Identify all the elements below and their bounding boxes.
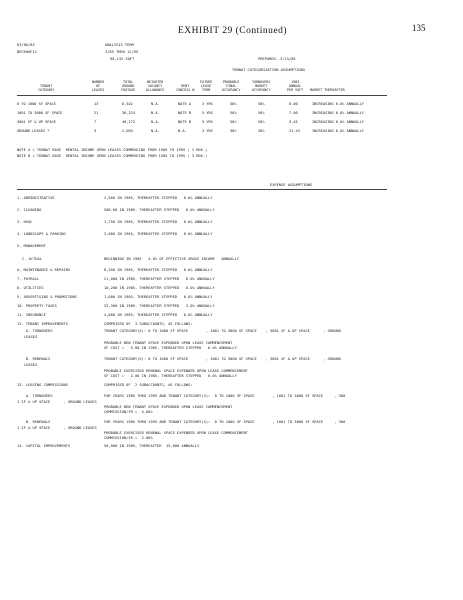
table-cell: 36,224 <box>122 111 135 115</box>
expense-item-label: 10. PROPERTY TAXES <box>17 304 57 308</box>
table-cell: N.A. <box>151 129 160 133</box>
table-cell: N.A. <box>151 111 160 115</box>
expense-item-label: 5. MANAGEMENT <box>17 244 46 248</box>
lc-turnovers-label: A. TURNOVERS <box>26 394 53 398</box>
ti-renewals-line1: TENANT CATEGORY(S): 0 TO 1000 SF SPACE , 1001 TO 3000 SF SPACE , 3001 SF & UP SPACE , GROUND <box>104 357 341 361</box>
table-cell: 5 YRS <box>202 111 213 115</box>
table-cell: 50% <box>258 120 265 124</box>
lc-renewals-line3: COMMISSION/YR = 2.00% <box>104 436 153 440</box>
ti-turnovers-label: A. TURNOVERS <box>26 329 53 333</box>
table-cell: 5.45 <box>289 120 298 124</box>
col-header: 1985 ANNUAL PER SQFT <box>287 80 304 92</box>
col-header: FUTURE LEASE TERM <box>200 80 213 92</box>
capital-text: 50,000 IN 1985, THEREAFTER 15,000 ANNUALLY <box>104 444 200 448</box>
expense-item-label: 3. HVAC <box>17 220 33 224</box>
table-cell: 5 YRS <box>202 120 213 124</box>
expense-item-text: BEGINNING IN 1985 4.0% OF EFFECTIVE GROSS INCOME ANNUALLY <box>104 257 240 261</box>
lc-renewals-wrap: 1 SF & UP SPACE , GROUND LEASES <box>17 426 97 430</box>
col-header: TURNOVERS MARKET OCCUPANCY <box>252 80 271 92</box>
table-cell: INCREASING 6.0% ANNUALLY <box>312 102 364 106</box>
expense-item-label: 12. TENANT IMPROVEMENTS <box>17 322 68 326</box>
report-date: 03/06/85 <box>17 43 35 47</box>
table-cell: 8,542 <box>122 102 133 106</box>
col-header: TOTAL GROUND FOOTAGE <box>121 80 136 92</box>
note-a: NOTE A = TENNAT BASE RENTAL INCOME UPON LEASES COMMENCING FROM 1985 TO 1995 ( 1 MOS.) <box>17 148 208 152</box>
expense-item-label: 11. INSURANCE <box>17 313 46 317</box>
table-cell: INCREASING 6.0% ANNUALLY <box>312 111 364 115</box>
ti-turnovers-line2: PROBABLE NEW TENANT SPACE EXPENDED UPON LEASE COMMENCEMENT <box>104 341 233 345</box>
table-cell: NOTE B <box>178 111 191 115</box>
table-cell: 3 <box>94 129 97 133</box>
ti-turnovers-wrap: LEASES <box>24 335 38 339</box>
expense-section-title: EXPENSE ASSUMPTIONS <box>270 183 313 187</box>
table-cell: 40,272 <box>122 120 135 124</box>
ti-renewals-line3: SF COST = 2.00 IN 1985, THEREAFTER STEPPED 6.0% ANNUALLY <box>104 374 237 378</box>
expense-item-text: 21,000 IN 1985, THEREAFTER STEPPED 6.0% ANNUALLY <box>104 277 215 281</box>
lc-turnovers-wrap: 1 SF & UP SPACE , GROUND LEASES <box>17 400 97 404</box>
lc-turnovers-line1: FOR YEARS 1985 THRU 1995 AND TENANT CATEGORY(S): 0 TO 1000 SF SPACE , 1001 TO 3000 SF SPACE , 300 <box>104 394 346 398</box>
table-cell: 21.43 <box>289 129 300 133</box>
table-cell: N.A. <box>151 102 160 106</box>
ti-turnovers-line3: SF COST = 5.00 IN 1985, THEREAFTER STEPPED 6.0% ANNUALLY <box>104 346 237 350</box>
table-cell: 3 YRS <box>202 129 213 133</box>
table-cell: 30% <box>258 129 265 133</box>
analysis-term: 3/85 THRU 12/95 <box>105 50 139 54</box>
table-cell: 50% <box>230 102 237 106</box>
col-header: TENANT CATEGORY <box>38 84 55 92</box>
expense-item-text: 10,200 IN 1985, THEREAFTER STEPPED 6.0% ANNUALLY <box>104 286 215 290</box>
table-cell: 50% <box>258 102 265 106</box>
table-cell: 2,094 <box>122 129 133 133</box>
commissions-text: COMPRISED OF 2 SUBACCOUNTS, AS FOLLOWS: <box>104 383 193 387</box>
table-cell: 30% <box>230 129 237 133</box>
table-cell: NOTE A <box>178 102 191 106</box>
table-cell: 7 <box>94 120 97 124</box>
expense-item-label: C. ACTUAL <box>22 257 42 261</box>
expense-item-text: 1,750 IN 1985, THEREAFTER STEPPED 6.0% ANNUALLY <box>104 220 213 224</box>
table-cell: 3001 SF & UP SPACE <box>17 120 56 124</box>
table-cell: N.A. <box>151 120 160 124</box>
tenant-section-title: TENNAT CATEGORIZATION ASSUMPTIONS <box>232 68 306 72</box>
lc-renewals-line2: PROBABLE EXERCISED RENEWAL SPACE EXPENDED UPON LEASE COMMENCEMENT <box>104 431 248 435</box>
doc-code: BECKHOF11 <box>17 50 37 54</box>
table-cell: 0 TO 1000 SF SPACE <box>17 102 56 106</box>
table-cell: 3 YRS <box>202 102 213 106</box>
expense-item-label: 7. PAYROLL <box>17 277 40 281</box>
expense-item-text: COMPRISED OF 3 SUBACCOUNTS, AS FOLLOWS: <box>104 322 193 326</box>
table-cell: 21 <box>94 111 99 115</box>
col-header: RENT CONCESS N <box>176 84 195 92</box>
lc-renewals-line1: FOR YEARS 1985 THRU 1995 AND TENANT CATEGORY(S): 0 TO 1000 SF SPACE , 1001 TO 3000 SF SPACE , 300 <box>104 420 346 424</box>
expense-item-label: A. MAINTENANCE & REPAIRS <box>17 268 71 272</box>
table-cell: GROUND LEASES * <box>17 129 50 133</box>
table-cell: 50% <box>258 111 265 115</box>
capital-label: 14. CAPITAL IMPROVEMENTS <box>17 444 71 448</box>
expense-item-text: 2,560 IN 1985, THEREAFTER STEPPED 6.0% ANNUALLY <box>104 196 213 200</box>
header-rule <box>17 95 387 96</box>
table-cell: 50% <box>230 111 237 115</box>
expense-item-label: 1. ADMINISTRATIVE <box>17 196 55 200</box>
expense-item-text: 1,000 IN 1985, THEREAFTER STEPPED 6.0% ANNUALLY <box>104 295 213 299</box>
col-header: PROBABLE FINAL OCCUPANCY <box>222 80 241 92</box>
expense-item-label: 9. ADVERTISING & PROMOTIONS <box>17 295 77 299</box>
prepared-date: PREPARED--3/15/85 <box>258 57 296 61</box>
expense-item-text: 3,000 IN 1985, THEREAFTER STEPPED 6.0% ANNUALLY <box>104 232 213 236</box>
page-title: EXHIBIT 29 (Continued) <box>178 26 287 36</box>
square-feet: 90,132 SQFT <box>110 57 135 61</box>
ti-renewals-line2: PROBABLE EXERCISED RENEWAL SPACE EXPENDED UPON LEASE COMMENCEMENT <box>104 369 248 373</box>
table-cell: 1001 TO 3000 SF SPACE <box>17 111 63 115</box>
table-cell: 7.00 <box>289 111 298 115</box>
expense-item-text: 8,500 IN 1985, THEREAFTER STEPPED 6.0% ANNUALLY <box>104 268 213 272</box>
expense-item-label: 8. UTILITIES <box>17 286 44 290</box>
table-cell: INCREASING 6.0% ANNUALLY <box>312 129 364 133</box>
col-header: NUMBER OF LEASES <box>92 80 105 92</box>
expense-item-text: 32,300 IN 1985, THEREAFTER STEPPED 3.0% ANNUALLY <box>104 304 215 308</box>
lc-renewals-label: B. RENEWALS <box>26 420 51 424</box>
table-cell: 8.00 <box>289 102 298 106</box>
table-cell: 13 <box>94 102 99 106</box>
table-cell: NOTE B <box>178 120 191 124</box>
commissions-label: 13. LEASING COMMISSIONS <box>17 383 68 387</box>
expense-item-text: 500.00 IN 1985, THEREAFTER STEPPED 6.0% ANNUALLY <box>104 208 215 212</box>
table-cell: 50% <box>230 120 237 124</box>
analysis-term-label: ANALYSIS TERM <box>105 43 134 47</box>
table-cell: INCREASING 6.0% ANNUALLY <box>312 120 364 124</box>
note-b: NOTE B = TENNAT BASE RENTAL INCOME UPON LEASES COMMENCING FROM 1985 TO 1995 ( 3 MOS.) <box>17 154 208 158</box>
expense-item-label: 2. CLEANING <box>17 208 42 212</box>
lc-turnovers-line3: COMMISSION/YR = 4.00% <box>104 410 153 414</box>
page-number: 135 <box>412 23 426 33</box>
table-cell: N.A. <box>178 129 187 133</box>
col-header: WEIGHTED VACANCY ALLOWANCE <box>146 80 165 92</box>
ti-turnovers-line1: TENANT CATEGORY(S): 0 TO 1000 SF SPACE , 1001 TO 3000 SF SPACE , 3001 SF & UP SPACE , GROUND <box>104 329 341 333</box>
expense-item-text: 4,000 IN 1985, THEREAFTER STEPPED 6.0% ANNUALLY <box>104 313 213 317</box>
col-header: MARKET THEREAFTER <box>310 88 345 92</box>
expense-item-label: 4. LANDSCAPE & PARKING <box>17 232 66 236</box>
lc-turnovers-line2: PROBABLE NEW TENANT SPACE EXPENDED UPON LEASE COMMENCEMENT <box>104 405 233 409</box>
ti-renewals-wrap: LEASES <box>24 363 38 367</box>
ti-renewals-label: B. RENEWALS <box>26 357 51 361</box>
expense-rule <box>17 189 387 190</box>
